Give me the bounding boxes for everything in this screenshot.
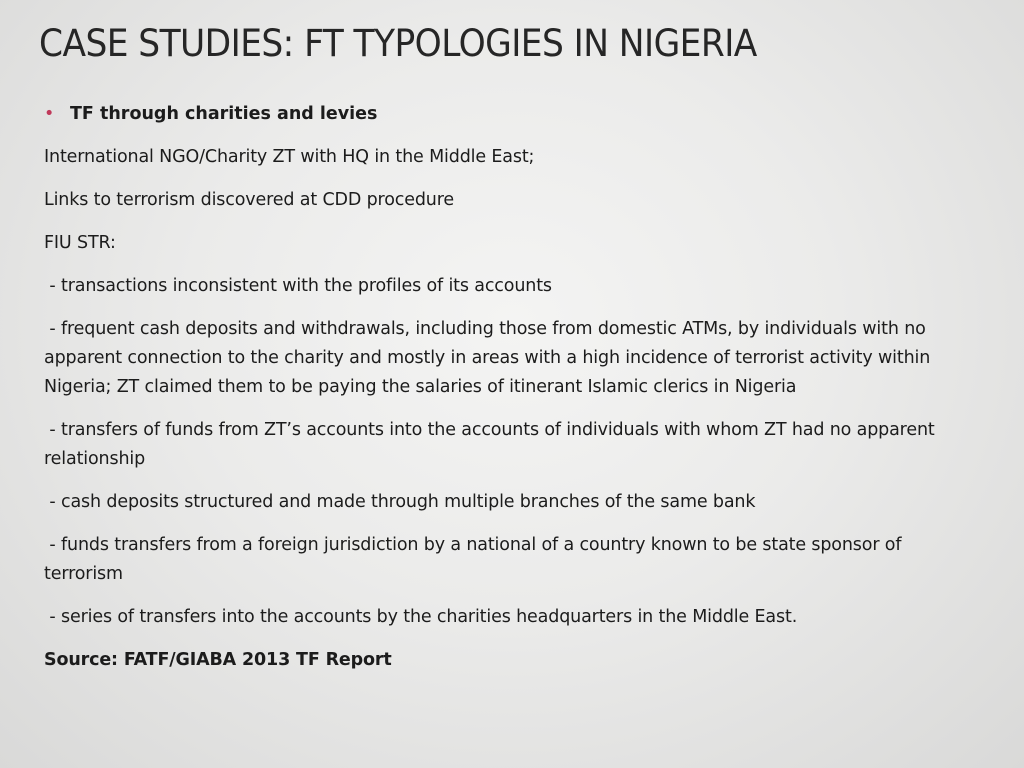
str-item-foreign-transfers: - funds transfers from a foreign jurisdiction by a national of a country known to be state sponsor of terrorism [44, 535, 907, 584]
slide-body [44, 100, 956, 689]
source-citation: Source: FATF/GIABA 2013 TF Report [44, 650, 392, 670]
str-item-hq-transfers: - series of transfers into the accounts by the charities headquarters in the Middle East. [44, 607, 798, 627]
str-item-structured-deposits: - cash deposits structured and made through multiple branches of the same bank [44, 492, 756, 512]
bullet-text: TF through charities and levies [70, 104, 378, 124]
str-item-transfers: - transfers of funds from ZT’s accounts into the accounts of individuals with whom ZT had no apparent relationship [44, 420, 941, 469]
bullet-marker-icon: • [44, 104, 55, 124]
slide-title: CASE STUDIES: FT TYPOLOGIES IN NIGERIA [39, 22, 757, 65]
str-item-transactions: - transactions inconsistent with the profiles of its accounts [44, 276, 552, 296]
bullet-item [44, 100, 956, 129]
paragraph-fiu-str: FIU STR: [44, 233, 116, 253]
str-item-cash-deposits: - frequent cash deposits and withdrawals, including those from domestic ATMs, by individuals with no apparent connection to the charity and mostly in areas with a high incidence of terrorist activity within Nigeria; ZT claimed them to be paying the salaries of itinerant Islamic clerics in Nigeria [44, 319, 936, 397]
paragraph-links: Links to terrorism discovered at CDD procedure [44, 190, 455, 210]
paragraph-ngo: International NGO/Charity ZT with HQ in the Middle East; [44, 147, 535, 167]
